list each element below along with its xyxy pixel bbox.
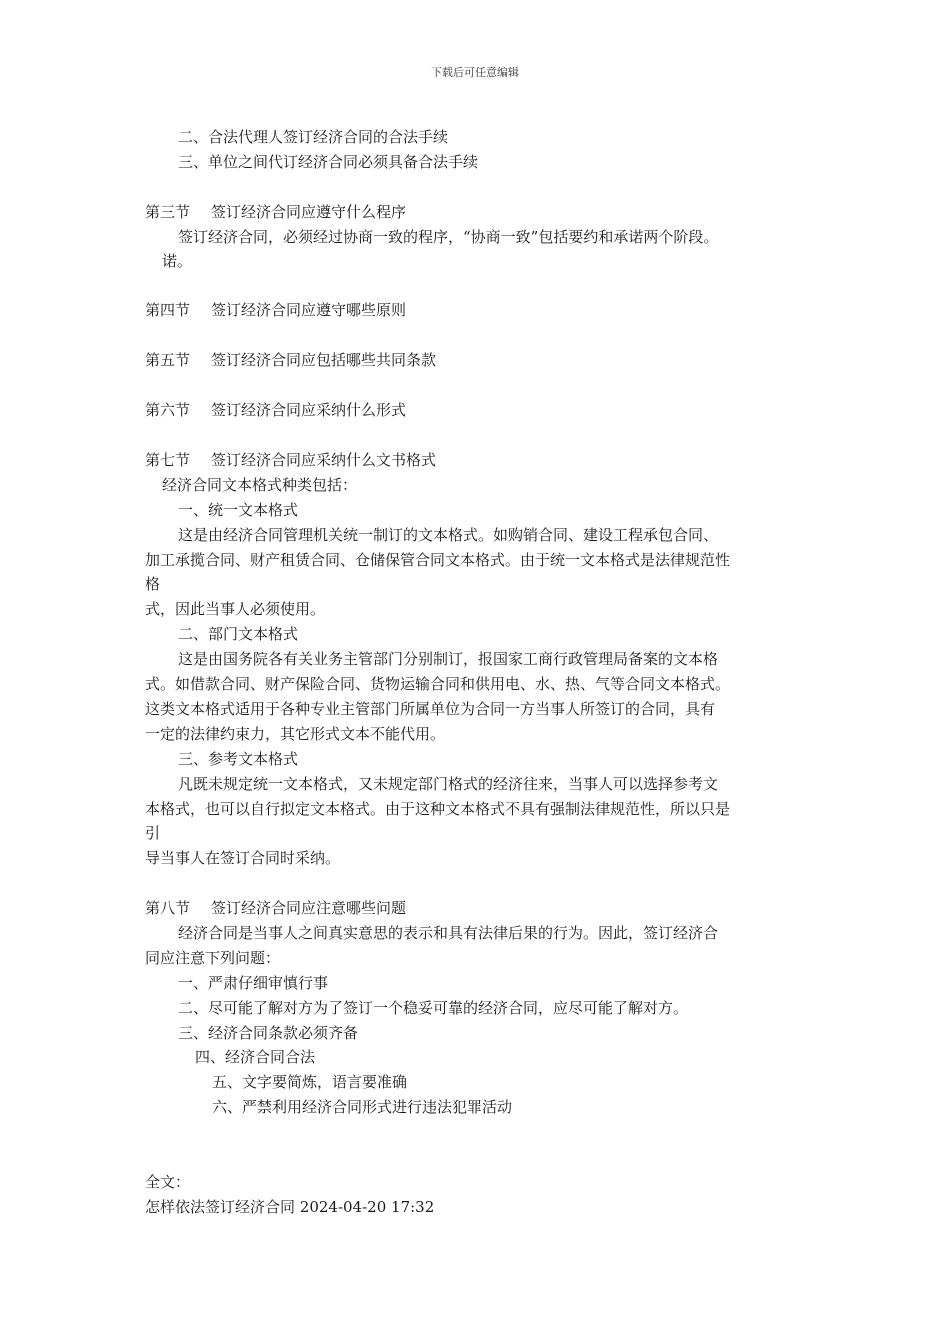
section-8-number: 第八节: [145, 899, 191, 917]
section-8-item-2: 二、尽可能了解对方为了签订一个稳妥可靠的经济合同，应尽可能了解对方。: [178, 999, 689, 1017]
section-3-number: 第三节: [145, 203, 191, 221]
part-item-2: 二、合法代理人签订经济合同的合法手续: [178, 128, 449, 146]
section-5-title: 签订经济合同应包括哪些共同条款: [211, 351, 437, 369]
section-8-para-line-1: 经济合同是当事人之间真实意思的表示和具有法律后果的行为。因此，签订经济合: [178, 924, 719, 942]
part-item-3: 三、单位之间代订经济合同必须具备合法手续: [178, 153, 479, 171]
section-7-para-3-line-2: 本格式，也可以自行拟定文本格式。由于这种文本格式不具有强制法律规范性，所以只是: [145, 800, 731, 818]
section-7-title: 签订经济合同应采纳什么文书格式: [211, 451, 437, 469]
document-title-line: 怎样依法签订经济合同 2024-04-20 17:32: [145, 1198, 435, 1216]
section-7-para-2-line-1: 这是由国务院各有关业务主管部门分别制订，报国家工商行政管理局备案的文本格: [178, 650, 719, 668]
section-7-para-2-line-3: 这类文本格式适用于各种专业主管部门所属单位为合同一方当事人所签订的合同，具有: [145, 700, 716, 718]
section-8-item-5: 五、文字要简炼，语言要准确: [212, 1073, 408, 1091]
section-6-heading: [145, 400, 406, 420]
section-7-para-3-line-3: 引: [145, 824, 161, 842]
section-7-para-1-line-1: 这是由经济合同管理机关统一制订的文本格式。如购销合同、建设工程承包合同、: [178, 526, 719, 544]
section-7-subheading-1: 一、统一文本格式: [178, 501, 299, 519]
section-4-title: 签订经济合同应遵守哪些原则: [211, 301, 407, 319]
section-4-heading: [145, 300, 406, 320]
section-4-number: 第四节: [145, 301, 191, 319]
section-7-para-1-line-3: 格: [145, 575, 161, 593]
section-7-number: 第七节: [145, 451, 191, 469]
section-6-title: 签订经济合同应采纳什么形式: [211, 401, 407, 419]
section-8-para-line-2: 同应注意下列问题：: [145, 949, 281, 967]
section-3-paragraph: 签订经济合同，必须经过协商一致的程序，“协商一致”包括要约和承诺两个阶段。: [178, 228, 719, 246]
section-6-number: 第六节: [145, 401, 191, 419]
section-5-number: 第五节: [145, 351, 191, 369]
section-7-intro: 经济合同文本格式种类包括：: [162, 476, 358, 494]
section-7-para-2-line-4: 一定的法律约束力，其它形式文本不能代用。: [145, 725, 446, 743]
section-3-paragraph-tail: 诺。: [162, 252, 193, 270]
section-7-subheading-3: 三、参考文本格式: [178, 750, 299, 768]
section-7-para-2-line-2: 式。如借款合同、财产保险合同、货物运输合同和供用电、水、热、气等合同文本格式。: [145, 675, 731, 693]
section-3-title: 签订经济合同应遵守什么程序: [211, 203, 407, 221]
section-8-item-3: 三、经济合同条款必须齐备: [178, 1024, 359, 1042]
section-7-para-1-line-2: 加工承揽合同、财产租赁合同、仓储保管合同文本格式。由于统一文本格式是法律规范性: [145, 551, 731, 569]
section-7-heading: [145, 450, 436, 470]
section-7-para-3-line-4: 导当事人在签订合同时采纳。: [145, 849, 341, 867]
full-text-label: 全文：: [145, 1173, 191, 1191]
page-header: 下载后可任意编辑: [431, 66, 519, 79]
section-8-heading: [145, 898, 406, 918]
section-7-para-3-line-1: 凡既未规定统一文本格式，又未规定部门格式的经济往来，当事人可以选择参考文: [178, 775, 719, 793]
section-5-heading: [145, 350, 436, 370]
section-8-item-4: 四、经济合同合法: [195, 1048, 316, 1066]
section-8-item-6: 六、严禁利用经济合同形式进行违法犯罪活动: [212, 1098, 513, 1116]
section-3-heading: [145, 202, 406, 222]
section-8-title: 签订经济合同应注意哪些问题: [211, 899, 407, 917]
section-7-para-1-line-4: 式，因此当事人必须使用。: [145, 600, 326, 618]
section-8-item-1: 一、严肃仔细审慎行事: [178, 974, 329, 992]
section-7-subheading-2: 二、部门文本格式: [178, 625, 299, 643]
